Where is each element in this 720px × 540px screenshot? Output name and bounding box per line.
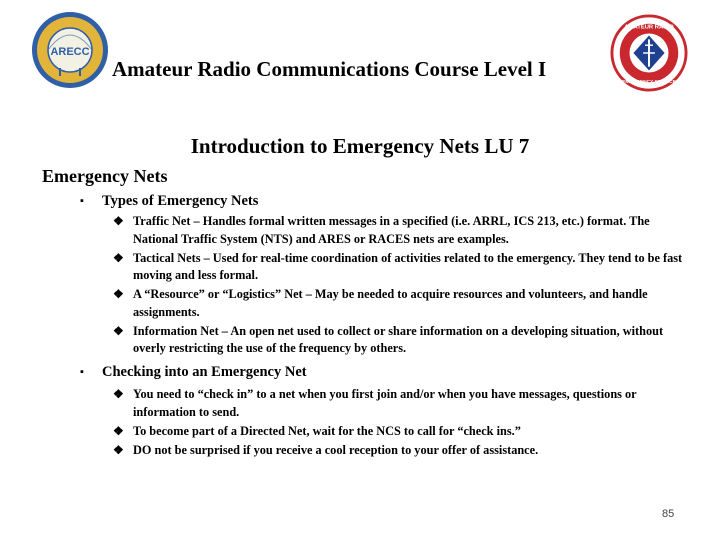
ares-ring-top: AMATEUR RADIO xyxy=(624,24,674,31)
list-item: ❖ Traffic Net – Handles formal written messages in a specified (i.e. ARRL, ICS 213, etc.) format. The National Traffic System (NTS) and ARES or RACES nets are examples. xyxy=(113,214,650,246)
page-number: 85 xyxy=(662,508,675,520)
checking-in-list xyxy=(113,386,688,461)
arecc-logo xyxy=(30,10,110,90)
arecc-logo-text: ARECC xyxy=(50,46,90,58)
square-bullet-icon: ▪ xyxy=(80,195,84,207)
diamond-bullet-icon: ❖ xyxy=(113,250,124,265)
course-title: Amateur Radio Communications Course Level I xyxy=(112,57,547,81)
diamond-bullet-icon: ❖ xyxy=(113,214,124,228)
list-item: ❖ You need to “check in” to a net when you first join and/or when you have messages, questions or information to send. xyxy=(113,387,637,419)
section-heading: Emergency Nets xyxy=(42,166,168,186)
ares-ring-bottom: EMERGENCY SERVICE xyxy=(622,80,676,86)
diamond-bullet-icon: ❖ xyxy=(113,387,124,401)
diamond-bullet-icon: ❖ xyxy=(113,323,124,338)
list-item: ❖ To become part of a Directed Net, wait for the NCS to call for “check ins.” xyxy=(113,423,688,441)
diamond-bullet-icon: ❖ xyxy=(113,287,124,301)
ares-logo xyxy=(610,14,688,92)
slide-title: Introduction to Emergency Nets LU 7 xyxy=(190,134,530,158)
list-item: ❖ Tactical Nets – Used for real-time coordination of activities related to the emergency. They tend to be fast moving and less formal. xyxy=(113,250,683,282)
bullet-heading: Checking into an Emergency Net xyxy=(102,364,307,380)
list-item: ❖ DO not be surprised if you receive a cool reception to your offer of assistance. xyxy=(113,442,688,460)
types-of-nets-list xyxy=(113,213,688,359)
square-bullet-icon: ▪ xyxy=(80,366,84,378)
diamond-bullet-icon: ❖ xyxy=(113,423,124,438)
list-item: ❖ A “Resource” or “Logistics” Net – May be needed to acquire resources and volunteers, and handle assignments. xyxy=(113,287,648,319)
list-item: ❖ Information Net – An open net used to collect or share information on a developing situation, without overly restricting the use of the frequency by others. xyxy=(113,323,664,355)
diamond-bullet-icon: ❖ xyxy=(113,442,124,457)
bullet-heading: Types of Emergency Nets xyxy=(102,193,259,209)
